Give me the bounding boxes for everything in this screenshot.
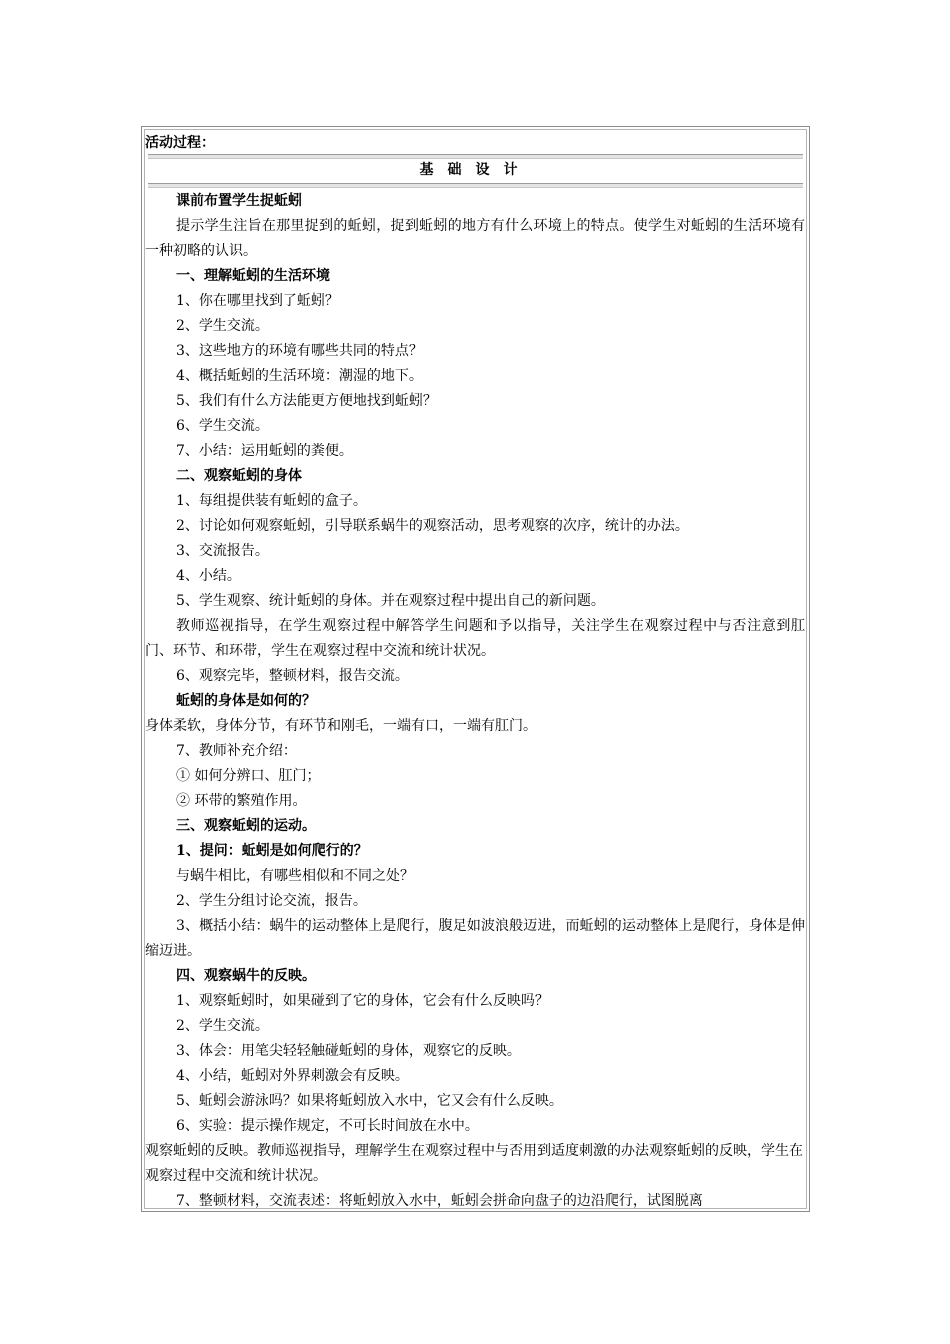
text-line: 提示学生注旨在那里捉到的蚯蚓，捉到蚯蚓的地方有什么环境上的特点。使学生对蚯蚓的生活环境有一种初略的认识。 [145,218,805,259]
divider-top [148,154,803,159]
text-line: 3、体会：用笔尖轻轻触碰蚯蚓的身体，观察它的反映。 [176,1043,521,1059]
text-line: 与蜗牛相比，有哪些相似和不同之处？ [176,868,414,884]
text-line: 3、交流报告。 [176,543,269,559]
text-line: 1、提问：蚯蚓是如何爬行的？ [176,843,368,859]
text-line: ② 环带的繁殖作用。 [176,793,307,809]
text-line: 6、观察完毕，整顿材料，报告交流。 [176,668,409,684]
text-line: 一、理解蚯蚓的生活环境 [176,268,330,284]
text-line: 2、讨论如何观察蚯蚓，引导联系蜗牛的观察活动，思考观察的次序，统计的办法。 [176,518,689,534]
text-line: 1、观察蚯蚓时，如果碰到了它的身体，它会有什么反映吗？ [176,993,549,1009]
text-line: 身体柔软，身体分节，有环节和刚毛，一端有口，一端有肛门。 [145,718,537,734]
text-line: 4、小结，蚯蚓对外界刺激会有反映。 [176,1068,409,1084]
text-line: 1、每组提供装有蚯蚓的盒子。 [176,493,367,509]
text-line: 课前布置学生捉蚯蚓 [176,193,302,209]
text-line: 5、学生观察、统计蚯蚓的身体。并在观察过程中提出自己的新问题。 [176,593,605,609]
text-line: 2、学生交流。 [176,1018,269,1034]
table-heading: 基础设计 [419,162,532,178]
text-line: 2、学生分组讨论交流，报告。 [176,893,367,909]
text-line: 4、概括蚯蚓的生活环境：潮湿的地下。 [176,368,423,384]
text-line: 3、这些地方的环境有哪些共同的特点？ [176,343,423,359]
section-label: 活动过程： [145,135,215,151]
content-table [141,126,810,1212]
text-line: 教师巡视指导，在学生观察过程中解答学生问题和予以指导，关注学生在观察过程中与否注意到肛门、环节、和环带，学生在观察过程中交流和统计状况。 [145,618,805,659]
text-line: 蚯蚓的身体是如何的？ [176,693,316,709]
text-line: 6、学生交流。 [176,418,269,434]
text-line: 7、教师补充介绍： [176,743,297,759]
text-line: 7、整顿材料，交流表述：将蚯蚓放入水中，蚯蚓会拼命向盘子的边沿爬行，试图脱离 [176,1193,703,1209]
text-line: 4、小结。 [176,568,241,584]
text-line: 5、蚯蚓会游泳吗？如果将蚯蚓放入水中，它又会有什么反映。 [176,1093,563,1109]
text-line: 二、观察蚯蚓的身体 [176,468,302,484]
text-line: 3、概括小结：蜗牛的运动整体上是爬行，腹足如波浪般迈进，而蚯蚓的运动整体上是爬行，身体是伸缩迈进。 [145,918,805,959]
text-line: 6、实验：提示操作规定，不可长时间放在水中。 [176,1118,479,1134]
text-line: 1、你在哪里找到了蚯蚓？ [176,293,339,309]
text-line: 三、观察蚯蚓的运动。 [176,818,316,834]
lesson-body [145,189,805,1212]
text-line: 7、小结：运用蚯蚓的粪便。 [176,443,353,459]
divider-bottom [148,183,803,188]
text-line: 5、我们有什么方法能更方便地找到蚯蚓？ [176,393,437,409]
text-line: 四、观察蜗牛的反映。 [176,968,316,984]
text-line: ① 如何分辨口、肛门； [176,768,321,784]
text-line: 2、学生交流。 [176,318,269,334]
text-line: 观察蚯蚓的反映。教师巡视指导，理解学生在观察过程中与否用到适度刺激的办法观察蚯蚓的反映，学生在观察过程中交流和统计状况。 [145,1143,803,1184]
